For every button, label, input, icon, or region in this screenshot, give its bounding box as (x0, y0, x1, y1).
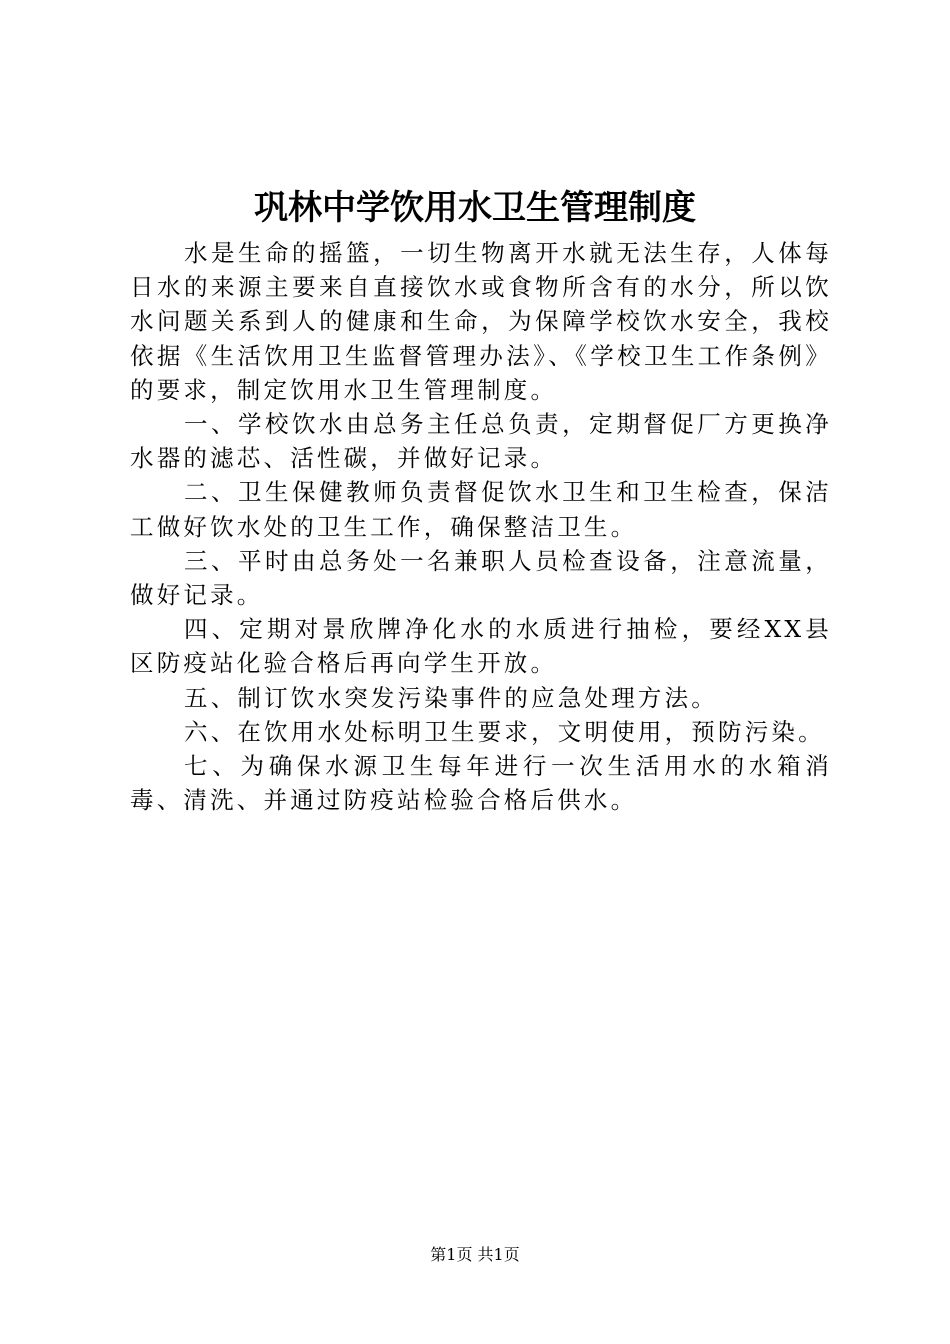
paragraph-item-7: 七、为确保水源卫生每年进行一次生活用水的水箱消毒、清洗、并通过防疫站检验合格后供水。 (130, 752, 832, 815)
page-footer: 第1页 共1页 (430, 1245, 520, 1264)
document-title: 巩林中学饮用水卫生管理制度 (254, 188, 696, 228)
paragraph-item-3: 三、平时由总务处一名兼职人员检查设备，注意流量，做好记录。 (130, 546, 832, 610)
paragraph-item-4: 四、定期对景欣牌净化水的水质进行抽检，要经XX县区防疫站化验合格后再向学生开放。 (130, 615, 832, 678)
paragraph-intro: 水是生命的摇篮，一切生物离开水就无法生存，人体每日水的来源主要来自直接饮水或食物所含有的水分，所以饮水问题关系到人的健康和生命，为保障学校饮水安全，我校依据《生活饮用卫生监督管理办法》、《学校卫生工作条例》的要求，制定饮用水卫生管理制度。 (130, 239, 832, 404)
document-body (130, 236, 832, 817)
paragraph-item-5: 五、制订饮水突发污染事件的应急处理方法。 (184, 683, 718, 712)
paragraph-item-6: 六、在饮用水处标明卫生要求，文明使用，预防污染。 (184, 717, 825, 746)
paragraph-item-2: 二、卫生保健教师负责督促饮水卫生和卫生检查，保洁工做好饮水处的卫生工作，确保整洁卫生。 (130, 478, 832, 541)
paragraph-item-1: 一、学校饮水由总务主任总负责，定期督促厂方更换净水器的滤芯、活性碳，并做好记录。 (130, 410, 832, 473)
